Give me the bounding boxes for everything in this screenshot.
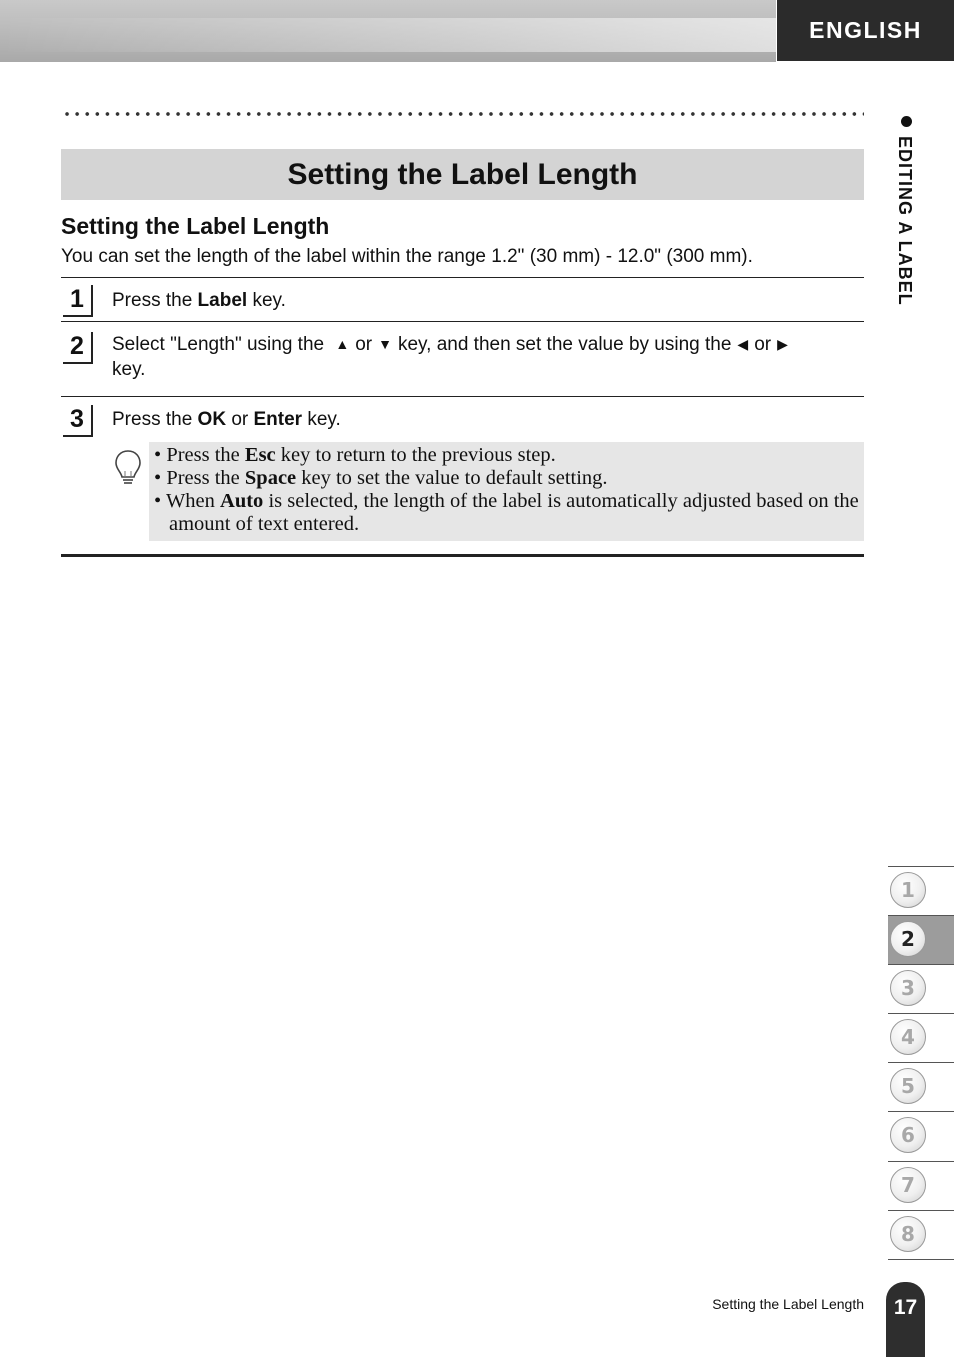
intro-text: You can set the length of the label within the range 1.2" (30 mm) - 12.0" (300 mm). [61, 246, 753, 267]
section-end-rule [61, 554, 864, 557]
chapter-tabs-end [888, 1259, 954, 1260]
chapter-number: 6 [890, 1117, 926, 1153]
header-sheen [0, 18, 776, 52]
key-name: Esc [244, 444, 276, 466]
chapter-tab-4[interactable] [888, 1013, 954, 1062]
step-text: key. [112, 359, 146, 380]
down-triangle-icon: ▼ [378, 336, 392, 352]
chapter-number: 8 [890, 1216, 926, 1252]
step-text: key. [302, 409, 341, 430]
language-tab: ENGLISH [777, 0, 954, 61]
chapter-number: 4 [890, 1019, 926, 1055]
dotted-divider [62, 111, 864, 117]
section-title: Setting the Label Length [61, 149, 864, 200]
step-number: 1 [63, 285, 93, 317]
step-text: Press the [112, 290, 198, 311]
step-text: key. [247, 290, 286, 311]
step-text: or [226, 409, 254, 430]
chapter-tab-5[interactable] [888, 1062, 954, 1111]
step-number: 2 [63, 332, 93, 364]
key-name: Auto [220, 490, 264, 512]
hint-text: When [165, 490, 221, 512]
hint-box [149, 442, 864, 541]
hint-text: key to return to the previous step. [275, 444, 556, 466]
hint-item: • When Auto is selected, the length of the label is automatically adjusted based on the amount of text entered. [154, 490, 859, 535]
hint-text: Press the [166, 467, 245, 489]
up-triangle-icon: ▲ [335, 336, 350, 352]
chapter-number: 2 [890, 921, 926, 957]
hint-item: • Press the Esc key to return to the previous step. [154, 444, 556, 466]
hint-text: Press the [166, 444, 245, 466]
chapter-tab-8[interactable] [888, 1210, 954, 1259]
chapter-number: 1 [890, 872, 926, 908]
step-number: 3 [63, 405, 93, 437]
right-triangle-icon: ▶ [777, 336, 788, 352]
step-1-text [112, 288, 857, 313]
hint-text: key to set the value to default setting. [296, 467, 608, 489]
bullet-icon [901, 116, 912, 127]
step-divider [61, 396, 864, 397]
lightbulb-icon [114, 449, 142, 487]
page-number: 17 [886, 1282, 925, 1357]
key-name: Enter [253, 409, 303, 430]
subheading: Setting the Label Length [61, 213, 330, 239]
hint-list [154, 444, 862, 536]
hint-text: is selected, the length of the label is automatically adjusted based on the amount of text entered. [169, 490, 859, 535]
chapter-tab-6[interactable] [888, 1111, 954, 1160]
section-label-vertical [880, 116, 930, 336]
chapter-tab-7[interactable] [888, 1161, 954, 1210]
step-2-text [112, 332, 857, 382]
key-name: OK [197, 409, 227, 430]
step-text: Press the [112, 409, 198, 430]
key-name: Space [244, 467, 297, 489]
step-text: or [355, 334, 373, 355]
chapter-number: 7 [890, 1167, 926, 1203]
step-divider [61, 277, 864, 278]
running-footer: Setting the Label Length [712, 1296, 864, 1312]
chapter-number: 3 [890, 970, 926, 1006]
step-divider [61, 321, 864, 322]
step-3-text [112, 407, 857, 432]
chapter-tab-1[interactable] [888, 866, 954, 915]
step-text: or [754, 334, 772, 355]
step-text: Select "Length" using the [112, 334, 330, 355]
chapter-number: 5 [890, 1068, 926, 1104]
header-bar [0, 0, 776, 62]
section-label: EDITING A LABEL [895, 136, 915, 306]
left-triangle-icon: ◀ [737, 336, 749, 352]
chapter-tab-3[interactable] [888, 964, 954, 1013]
key-name: Label [197, 290, 248, 311]
step-text: key, and then set the value by using the [397, 334, 732, 355]
hint-item: • Press the Space key to set the value to default setting. [154, 467, 608, 489]
chapter-tab-2[interactable] [888, 915, 954, 964]
